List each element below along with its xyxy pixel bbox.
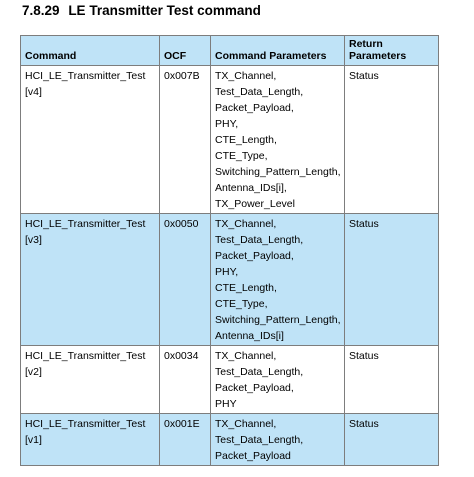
cell-return-parameters: Status bbox=[345, 214, 439, 346]
table-row bbox=[21, 214, 439, 346]
parameter-item: Packet_Payload, bbox=[215, 382, 294, 394]
cell-command bbox=[21, 214, 160, 346]
cell-ocf: 0x0034 bbox=[160, 346, 211, 414]
table-header-row bbox=[21, 36, 439, 66]
header-ocf: OCF bbox=[160, 36, 211, 66]
header-return-parameters: Return Parameters bbox=[345, 36, 439, 66]
table-row bbox=[21, 414, 439, 466]
cell-return-parameters: Status bbox=[345, 66, 439, 214]
cell-command bbox=[21, 346, 160, 414]
parameter-item: TX_Channel, bbox=[215, 350, 277, 362]
cell-command bbox=[21, 414, 160, 466]
parameter-item: TX_Channel, bbox=[215, 418, 277, 430]
parameter-item: Test_Data_Length, bbox=[215, 234, 304, 246]
cell-return-parameters: Status bbox=[345, 346, 439, 414]
cell-command bbox=[21, 66, 160, 214]
cell-command-parameters bbox=[211, 214, 345, 346]
cell-command-parameters bbox=[211, 346, 345, 414]
parameter-item: CTE_Type, bbox=[215, 150, 268, 162]
parameter-item: TX_Channel, bbox=[215, 70, 277, 82]
header-command: Command bbox=[21, 36, 160, 66]
parameter-item: Packet_Payload, bbox=[215, 250, 294, 262]
section-heading bbox=[22, 3, 261, 18]
section-number: 7.8.29 bbox=[22, 3, 60, 18]
table-row bbox=[21, 66, 439, 214]
cell-return-parameters: Status bbox=[345, 414, 439, 466]
cell-ocf: 0x001E bbox=[160, 414, 211, 466]
header-command-parameters: Command Parameters bbox=[211, 36, 345, 66]
parameter-item: Test_Data_Length, bbox=[215, 434, 304, 446]
cell-ocf: 0x0050 bbox=[160, 214, 211, 346]
parameter-item: Switching_Pattern_Length, bbox=[215, 166, 341, 178]
command-name: HCI_LE_Transmitter_Test bbox=[25, 218, 146, 230]
parameter-item: TX_Power_Level bbox=[215, 198, 295, 210]
cell-command-parameters bbox=[211, 414, 345, 466]
command-version: [v2] bbox=[25, 366, 42, 378]
parameter-item: Packet_Payload, bbox=[215, 102, 294, 114]
section-title: LE Transmitter Test command bbox=[68, 3, 261, 18]
table-row bbox=[21, 346, 439, 414]
parameter-item: Test_Data_Length, bbox=[215, 86, 304, 98]
parameter-item: TX_Channel, bbox=[215, 218, 277, 230]
parameter-item: Antenna_IDs[i], bbox=[215, 182, 287, 194]
command-name: HCI_LE_Transmitter_Test bbox=[25, 350, 146, 362]
parameter-item: Switching_Pattern_Length, bbox=[215, 314, 341, 326]
command-table bbox=[20, 35, 439, 466]
command-version: [v4] bbox=[25, 86, 42, 98]
command-name: HCI_LE_Transmitter_Test bbox=[25, 70, 146, 82]
parameter-item: Test_Data_Length, bbox=[215, 366, 304, 378]
parameter-item: PHY, bbox=[215, 118, 239, 130]
parameter-item: Antenna_IDs[i] bbox=[215, 330, 284, 342]
table-body bbox=[21, 66, 439, 466]
parameter-item: PHY bbox=[215, 398, 237, 410]
parameter-item: CTE_Length, bbox=[215, 282, 277, 294]
parameter-item: Packet_Payload bbox=[215, 450, 291, 462]
cell-ocf: 0x007B bbox=[160, 66, 211, 214]
command-name: HCI_LE_Transmitter_Test bbox=[25, 418, 146, 430]
parameter-item: PHY, bbox=[215, 266, 239, 278]
command-version: [v3] bbox=[25, 234, 42, 246]
cell-command-parameters bbox=[211, 66, 345, 214]
parameter-item: CTE_Type, bbox=[215, 298, 268, 310]
parameter-item: CTE_Length, bbox=[215, 134, 277, 146]
command-version: [v1] bbox=[25, 434, 42, 446]
